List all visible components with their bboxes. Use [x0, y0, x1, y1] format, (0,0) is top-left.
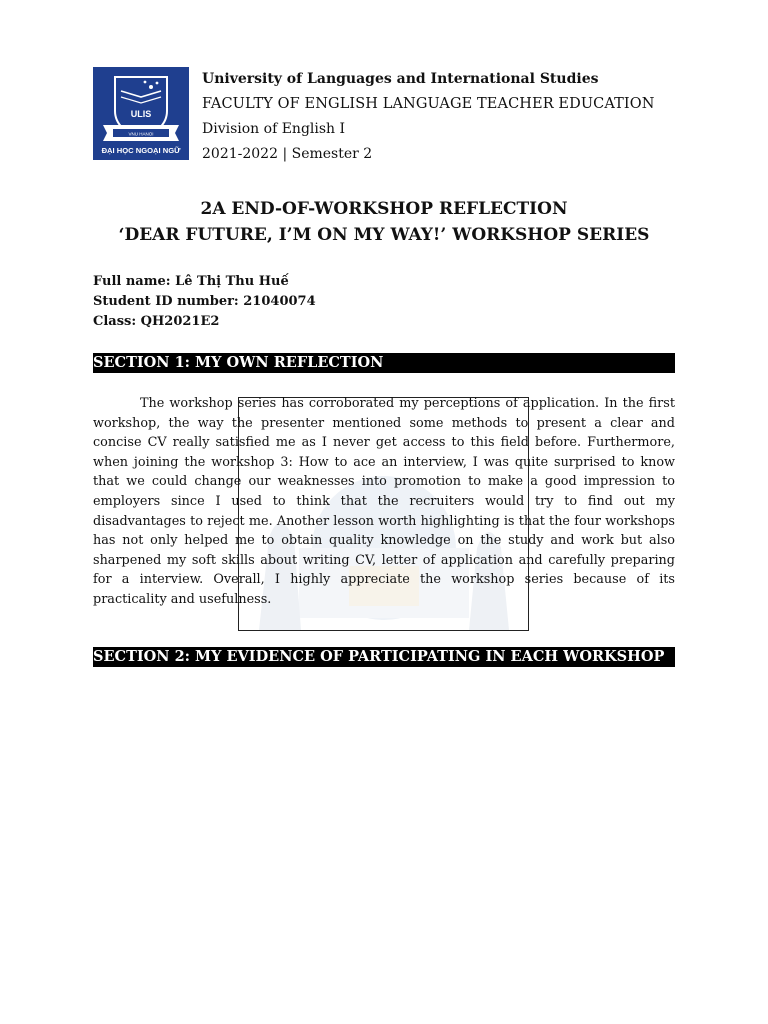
svg-text:VNU HANOI: VNU HANOI	[128, 131, 154, 137]
section-2-heading: SECTION 2: MY EVIDENCE OF PARTICIPATING IN EACH WORKSHOP	[93, 647, 675, 667]
faculty-name: FACULTY OF ENGLISH LANGUAGE TEACHER EDUCATION	[202, 96, 655, 112]
svg-text:ĐẠI HỌC NGOẠI NGỮ: ĐẠI HỌC NGOẠI NGỮ	[101, 146, 181, 155]
student-id: Student ID number: 21040074	[93, 294, 316, 309]
title-line-2: ‘DEAR FUTURE, I’M ON MY WAY!’ WORKSHOP SERIES	[118, 225, 650, 245]
reflection-paragraph: The workshop series has corroborated my perceptions of application. In the first workshop, the way the presenter mentioned some methods to present a clear and concise CV really satisfied me as I never get access to this field before. Furthermore, when joining the workshop 3: How to ace an interview, I was quite surprised to know that we could change our weaknesses into promotion to make a good impression to employers since I used to think that the recruiters would try to find out my disadvantages to reject me. Another lesson worth highlighting is that the four workshops has not only helped me to obtain quality knowledge on the study and work but also sharpened my soft skills about writing CV, letter of application and carefully preparing for a interview. Overall, I highly appreciate the workshop series because of its practicality and usefulness.	[93, 396, 675, 607]
logo-graphic	[93, 67, 189, 160]
student-full-name: Full name: Lê Thị Thu Huế	[93, 274, 289, 289]
header-block	[202, 67, 722, 167]
document-title	[0, 196, 768, 248]
university-name: University of Languages and International Studies	[202, 71, 599, 87]
division-name: Division of English I	[202, 121, 346, 137]
student-info	[93, 272, 316, 332]
academic-term: 2021-2022 | Semester 2	[202, 146, 373, 162]
section-1-heading: SECTION 1: MY OWN REFLECTION	[93, 353, 675, 373]
title-line-1: 2A END-OF-WORKSHOP REFLECTION	[200, 199, 568, 219]
student-class: Class: QH2021E2	[93, 314, 220, 329]
svg-text:ULIS: ULIS	[130, 109, 152, 119]
university-logo	[93, 67, 189, 160]
